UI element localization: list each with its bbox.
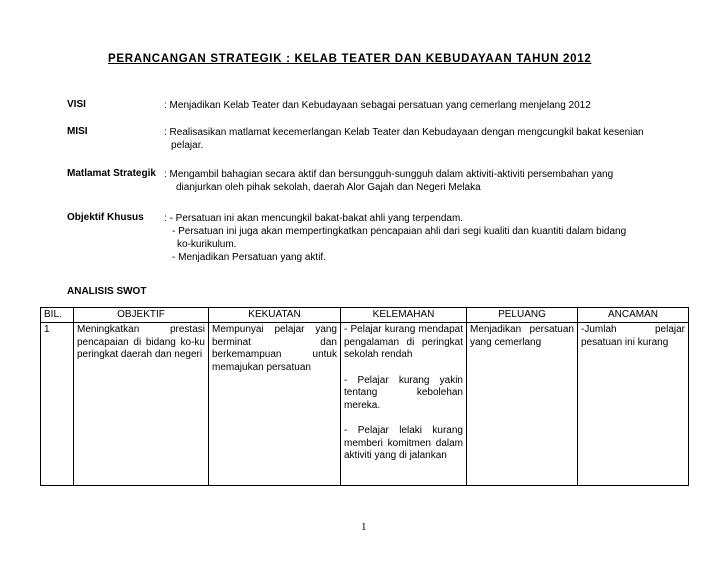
header-peluang: PELUANG xyxy=(467,308,578,323)
misi-line: : Realisasikan matlamat kecemerlangan Kelab Teater dan Kebudayaan dengan mengcungkil bakat kesenian xyxy=(164,127,644,138)
visi-text xyxy=(164,99,591,112)
cell-objektif: Meningkatkan prestasi pencapaian di bidang ko-ku peringkat daerah dan negeri xyxy=(74,323,209,486)
objektif-line: : - Persatuan ini akan mencungkil bakat-bakat ahli yang terpendam. xyxy=(164,213,464,224)
visi-line: : Menjadikan Kelab Teater dan Kebudayaan sebagai persatuan yang cemerlang menjelang 2012 xyxy=(164,100,591,111)
header-ancaman: ANCAMAN xyxy=(578,308,689,323)
objektif-khusus-text xyxy=(164,212,626,264)
kelemahan-item: - Pelajar kurang yakin tentang kebolehan mereka. xyxy=(344,374,463,411)
matlamat-label: Matlamat Strategik xyxy=(67,168,156,179)
matlamat-text xyxy=(164,168,613,194)
cell-kelemahan xyxy=(341,323,467,486)
swot-table xyxy=(40,307,689,486)
cell-kekuatan: Mempunyai pelajar yang berminat dan berkemampuan untuk memajukan persatuan xyxy=(209,323,341,486)
header-objektif: OBJEKTIF xyxy=(74,308,209,323)
matlamat-line: : Mengambil bahagian secara aktif dan bersungguh-sungguh dalam aktiviti-aktiviti persembahan yang xyxy=(164,169,614,180)
swot-header-row xyxy=(41,308,689,323)
cell-peluang: Menjadikan persatuan yang cemerlang xyxy=(467,323,578,486)
swot-heading: ANALISIS SWOT xyxy=(67,286,147,297)
page-title: PERANCANGAN STRATEGIK : KELAB TEATER DAN KEBUDAYAAN TAHUN 2012 xyxy=(108,53,592,65)
misi-text xyxy=(164,126,644,152)
matlamat-line: dianjurkan oleh pihak sekolah, daerah Alor Gajah dan Negeri Melaka xyxy=(176,182,481,193)
misi-label: MISI xyxy=(67,126,88,137)
objektif-line: - Persatuan ini juga akan mempertingkatkan pencapaian ahli dari segi kualiti dan kuantiti dalam bidang xyxy=(172,226,627,237)
kelemahan-item: - Pelajar kurang mendapat pengalaman di peringkat sekolah rendah xyxy=(344,324,463,360)
objektif-khusus-label: Objektif Khusus xyxy=(67,212,144,223)
misi-line: pelajar. xyxy=(171,140,204,151)
header-kekuatan: KEKUATAN xyxy=(209,308,341,323)
table-row xyxy=(41,323,689,486)
visi-label: VISI xyxy=(67,99,86,110)
header-kelemahan: KELEMAHAN xyxy=(341,308,467,323)
page-number: 1 xyxy=(361,521,367,533)
objektif-line: ko-kurikulum. xyxy=(177,239,237,250)
objektif-line: - Menjadikan Persatuan yang aktif. xyxy=(172,252,326,263)
cell-ancaman: -Jumlah pelajar pesatuan ini kurang xyxy=(578,323,689,486)
header-bil: BIL. xyxy=(41,308,74,323)
cell-bil: 1 xyxy=(41,323,74,486)
kelemahan-item: - Pelajar lelaki kurang memberi komitmen dalam aktiviti yang di jalankan xyxy=(344,425,463,461)
